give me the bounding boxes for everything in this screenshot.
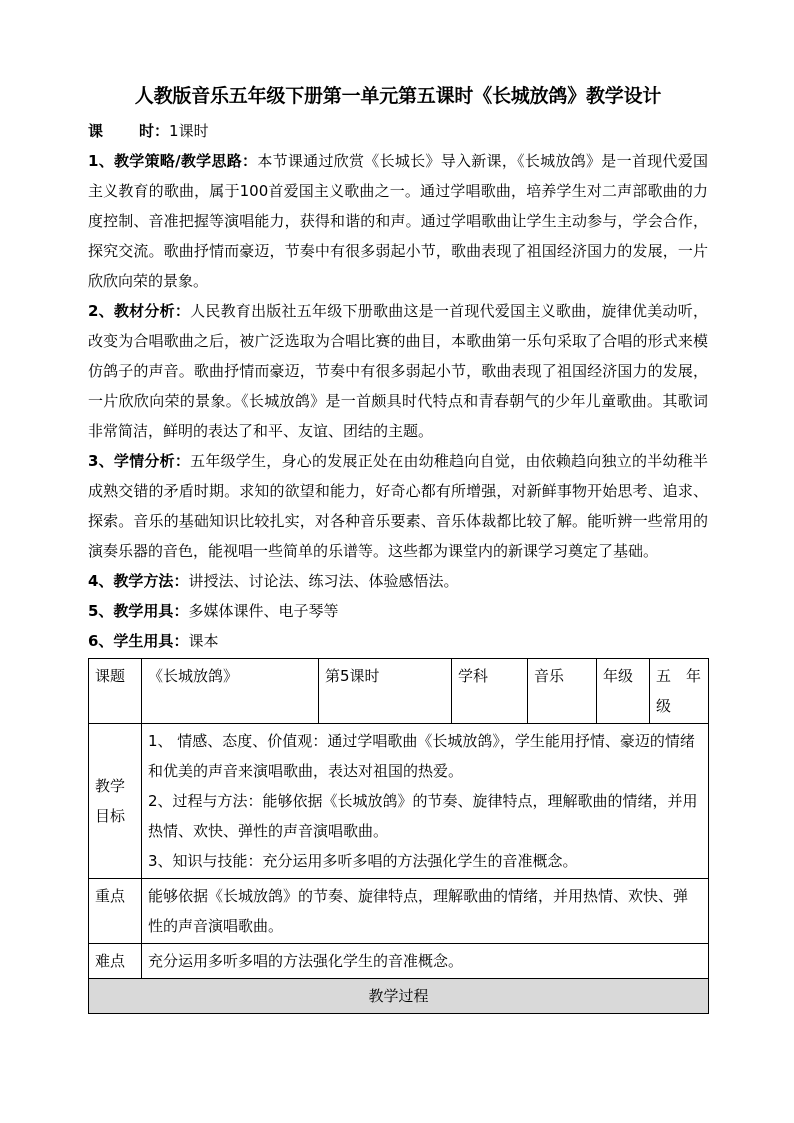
cell-subject-value: 音乐 <box>528 659 597 724</box>
cell-difficulty-label: 难点 <box>89 944 142 979</box>
section-text: 五年级学生，身心的发展正处在由幼稚趋向自觉，由依赖趋向独立的半幼稚半成熟交错的矛盾时期。求知的欲望和能力，好奇心都有所增强，对新鲜事物开始思考、追求、探索。音乐的基础知识比较扎实，对各种音乐要素、音乐体裁都比较了解。能听辨一些常用的演奏乐器的音色，能视唱一些简单的乐谱等。这些都为课堂内的新课学习奠定了基础。 <box>88 452 708 560</box>
table-row-header <box>89 659 709 724</box>
table-row-key-points <box>89 879 709 944</box>
section-text: 多媒体课件、电子琴等 <box>188 602 339 620</box>
section-text: 本节课通过欣赏《长城长》导入新课，《长城放鸽》是一首现代爱国主义教育的歌曲，属于100首爱国主义歌曲之一。通过学唱歌曲，培养学生对二声部歌曲的力度控制、音准把握等演唱能力，获得和谐的和声。通过学唱歌曲让学生主动参与，学会合作，探究交流。歌曲抒情而豪迈，节奏中有很多弱起小节，歌曲表现了祖国经济国力的发展，一片欣欣向荣的景象。 <box>88 152 708 290</box>
table-row-goals <box>89 724 709 879</box>
cell-goals-content <box>142 724 709 879</box>
cell-key-content: 能够依据《长城放鸽》的节奏、旋律特点，理解歌曲的情绪，并用热情、欢快、弹性的声音演唱歌曲。 <box>142 879 709 944</box>
section-label: 5、教学用具： <box>88 602 189 620</box>
document-title: 人教版音乐五年级下册第一单元第五课时《长城放鸽》教学设计 <box>134 85 662 107</box>
document-page <box>88 82 708 1014</box>
section-student-analysis <box>88 446 708 566</box>
cell-subject-label: 学科 <box>452 659 528 724</box>
cell-grade-label: 年级 <box>597 659 650 724</box>
cell-goals-label: 教学目标 <box>89 724 142 879</box>
table-row-process <box>89 979 709 1014</box>
section-label: 1、教学策略/教学思路： <box>88 152 258 170</box>
section-text: 课本 <box>188 632 219 650</box>
cell-lesson-number: 第5课时 <box>319 659 452 724</box>
cell-key-label: 重点 <box>89 879 142 944</box>
goal-item <box>148 786 702 846</box>
section-teaching-methods <box>88 566 708 596</box>
section-label: 2、教材分析： <box>88 302 191 320</box>
goal-text: 2、过程与方法：能够依据《长城放鸽》的节奏、旋律特点，理解歌曲的情绪，并用热情、欢快、弹性的声音演唱歌曲。 <box>148 792 698 840</box>
lesson-table <box>88 658 709 1014</box>
section-strategy <box>88 146 708 296</box>
section-label: 4、教学方法： <box>88 572 189 590</box>
section-text: 人民教育出版社五年级下册歌曲这是一首现代爱国主义歌曲，旋律优美动听，改变为合唱歌曲之后，被广泛选取为合唱比赛的曲目，本歌曲第一乐句采取了合唱的形式来模仿鸽子的声音。歌曲抒情而豪迈，节奏中有很多弱起小节，歌曲表现了祖国经济国力的发展，一片欣欣向荣的景象。《长城放鸽》是一首颇具时代特点和青春朝气的少年儿童歌曲。其歌词非常简洁，鲜明的表达了和平、友谊、团结的主题。 <box>88 302 708 440</box>
cell-difficulty-content: 充分运用多听多唱的方法强化学生的音准概念。 <box>142 944 709 979</box>
cell-process-header: 教学过程 <box>89 979 709 1014</box>
table-row-difficulties <box>89 944 709 979</box>
section-material-analysis <box>88 296 708 446</box>
class-hours-value: 1课时 <box>169 122 209 140</box>
section-teaching-tools <box>88 596 708 626</box>
goal-text: 1、 情感、态度、价值观：通过学唱歌曲《长城放鸽》，学生能用抒情、豪迈的情绪和优美的声音来演唱歌曲，表达对祖国的热爱。 <box>148 732 695 780</box>
cell-topic-label: 课题 <box>89 659 142 724</box>
goal-item <box>148 726 702 786</box>
goal-text: 3、知识与技能：充分运用多听多唱的方法强化学生的音准概念。 <box>148 852 578 870</box>
section-label: 3、学情分析： <box>88 452 191 470</box>
goal-item <box>148 846 702 876</box>
class-hours-label-a: 课 <box>88 122 104 140</box>
section-student-tools <box>88 626 708 656</box>
class-hours-label <box>88 122 169 140</box>
class-hours-label-b: 时： <box>139 122 170 140</box>
section-text: 讲授法、讨论法、练习法、体验感悟法。 <box>188 572 459 590</box>
class-hours-line <box>88 116 708 146</box>
cell-topic-value: 《长城放鸽》 <box>142 659 319 724</box>
cell-grade-value: 五 年级 <box>650 659 709 724</box>
section-label: 6、学生用具： <box>88 632 189 650</box>
